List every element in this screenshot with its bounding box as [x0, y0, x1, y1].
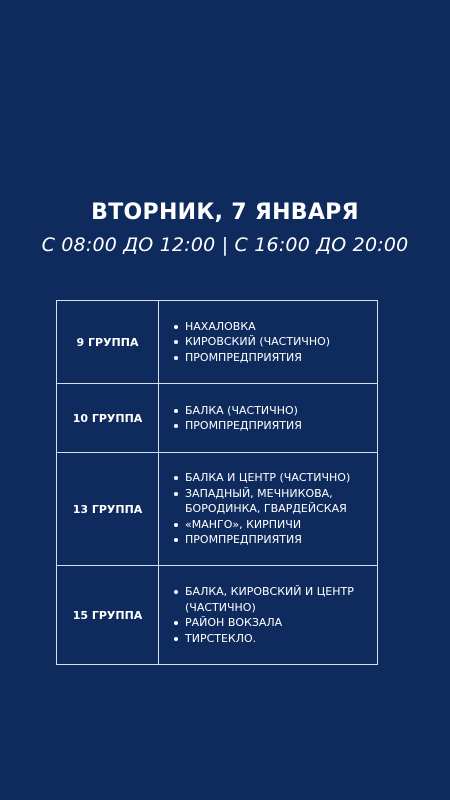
list-item: ПРОМПРЕДПРИЯТИЯ	[185, 532, 367, 548]
list-item: БАЛКА И ЦЕНТР (ЧАСТИЧНО)	[185, 470, 367, 486]
table-row	[57, 301, 378, 384]
list-item: НАХАЛОВКА	[185, 319, 367, 335]
areas-list	[173, 470, 367, 548]
list-item: ЗАПАДНЫЙ, МЕЧНИКОВА, БОРОДИНКА, ГВАРДЕЙСКАЯ	[185, 486, 367, 517]
list-item: КИРОВСКИЙ (ЧАСТИЧНО)	[185, 334, 367, 350]
areas-list	[173, 319, 367, 366]
list-item: ПРОМПРЕДПРИЯТИЯ	[185, 350, 367, 366]
table-row	[57, 566, 378, 665]
list-item: «МАНГО», КИРПИЧИ	[185, 517, 367, 533]
list-item: ПРОМПРЕДПРИЯТИЯ	[185, 418, 367, 434]
areas-cell	[159, 566, 378, 665]
group-label: 9 ГРУППА	[57, 301, 159, 384]
time-range-subtitle: С 08:00 ДО 12:00 | С 16:00 ДО 20:00	[41, 234, 409, 256]
list-item: БАЛКА, КИРОВСКИЙ И ЦЕНТР (ЧАСТИЧНО)	[185, 584, 367, 615]
table-row	[57, 453, 378, 566]
group-label: 10 ГРУППА	[57, 384, 159, 453]
list-item: РАЙОН ВОКЗАЛА	[185, 615, 367, 631]
list-item: ТИРСТЕКЛО.	[185, 631, 367, 647]
areas-cell	[159, 453, 378, 566]
areas-cell	[159, 301, 378, 384]
page-title: ВТОРНИК, 7 ЯНВАРЯ	[91, 200, 359, 225]
areas-cell	[159, 384, 378, 453]
areas-list	[173, 584, 367, 646]
list-item: БАЛКА (ЧАСТИЧНО)	[185, 403, 367, 419]
outage-schedule-table	[56, 300, 378, 665]
areas-list	[173, 403, 367, 434]
group-label: 15 ГРУППА	[57, 566, 159, 665]
group-label: 13 ГРУППА	[57, 453, 159, 566]
table-row	[57, 384, 378, 453]
